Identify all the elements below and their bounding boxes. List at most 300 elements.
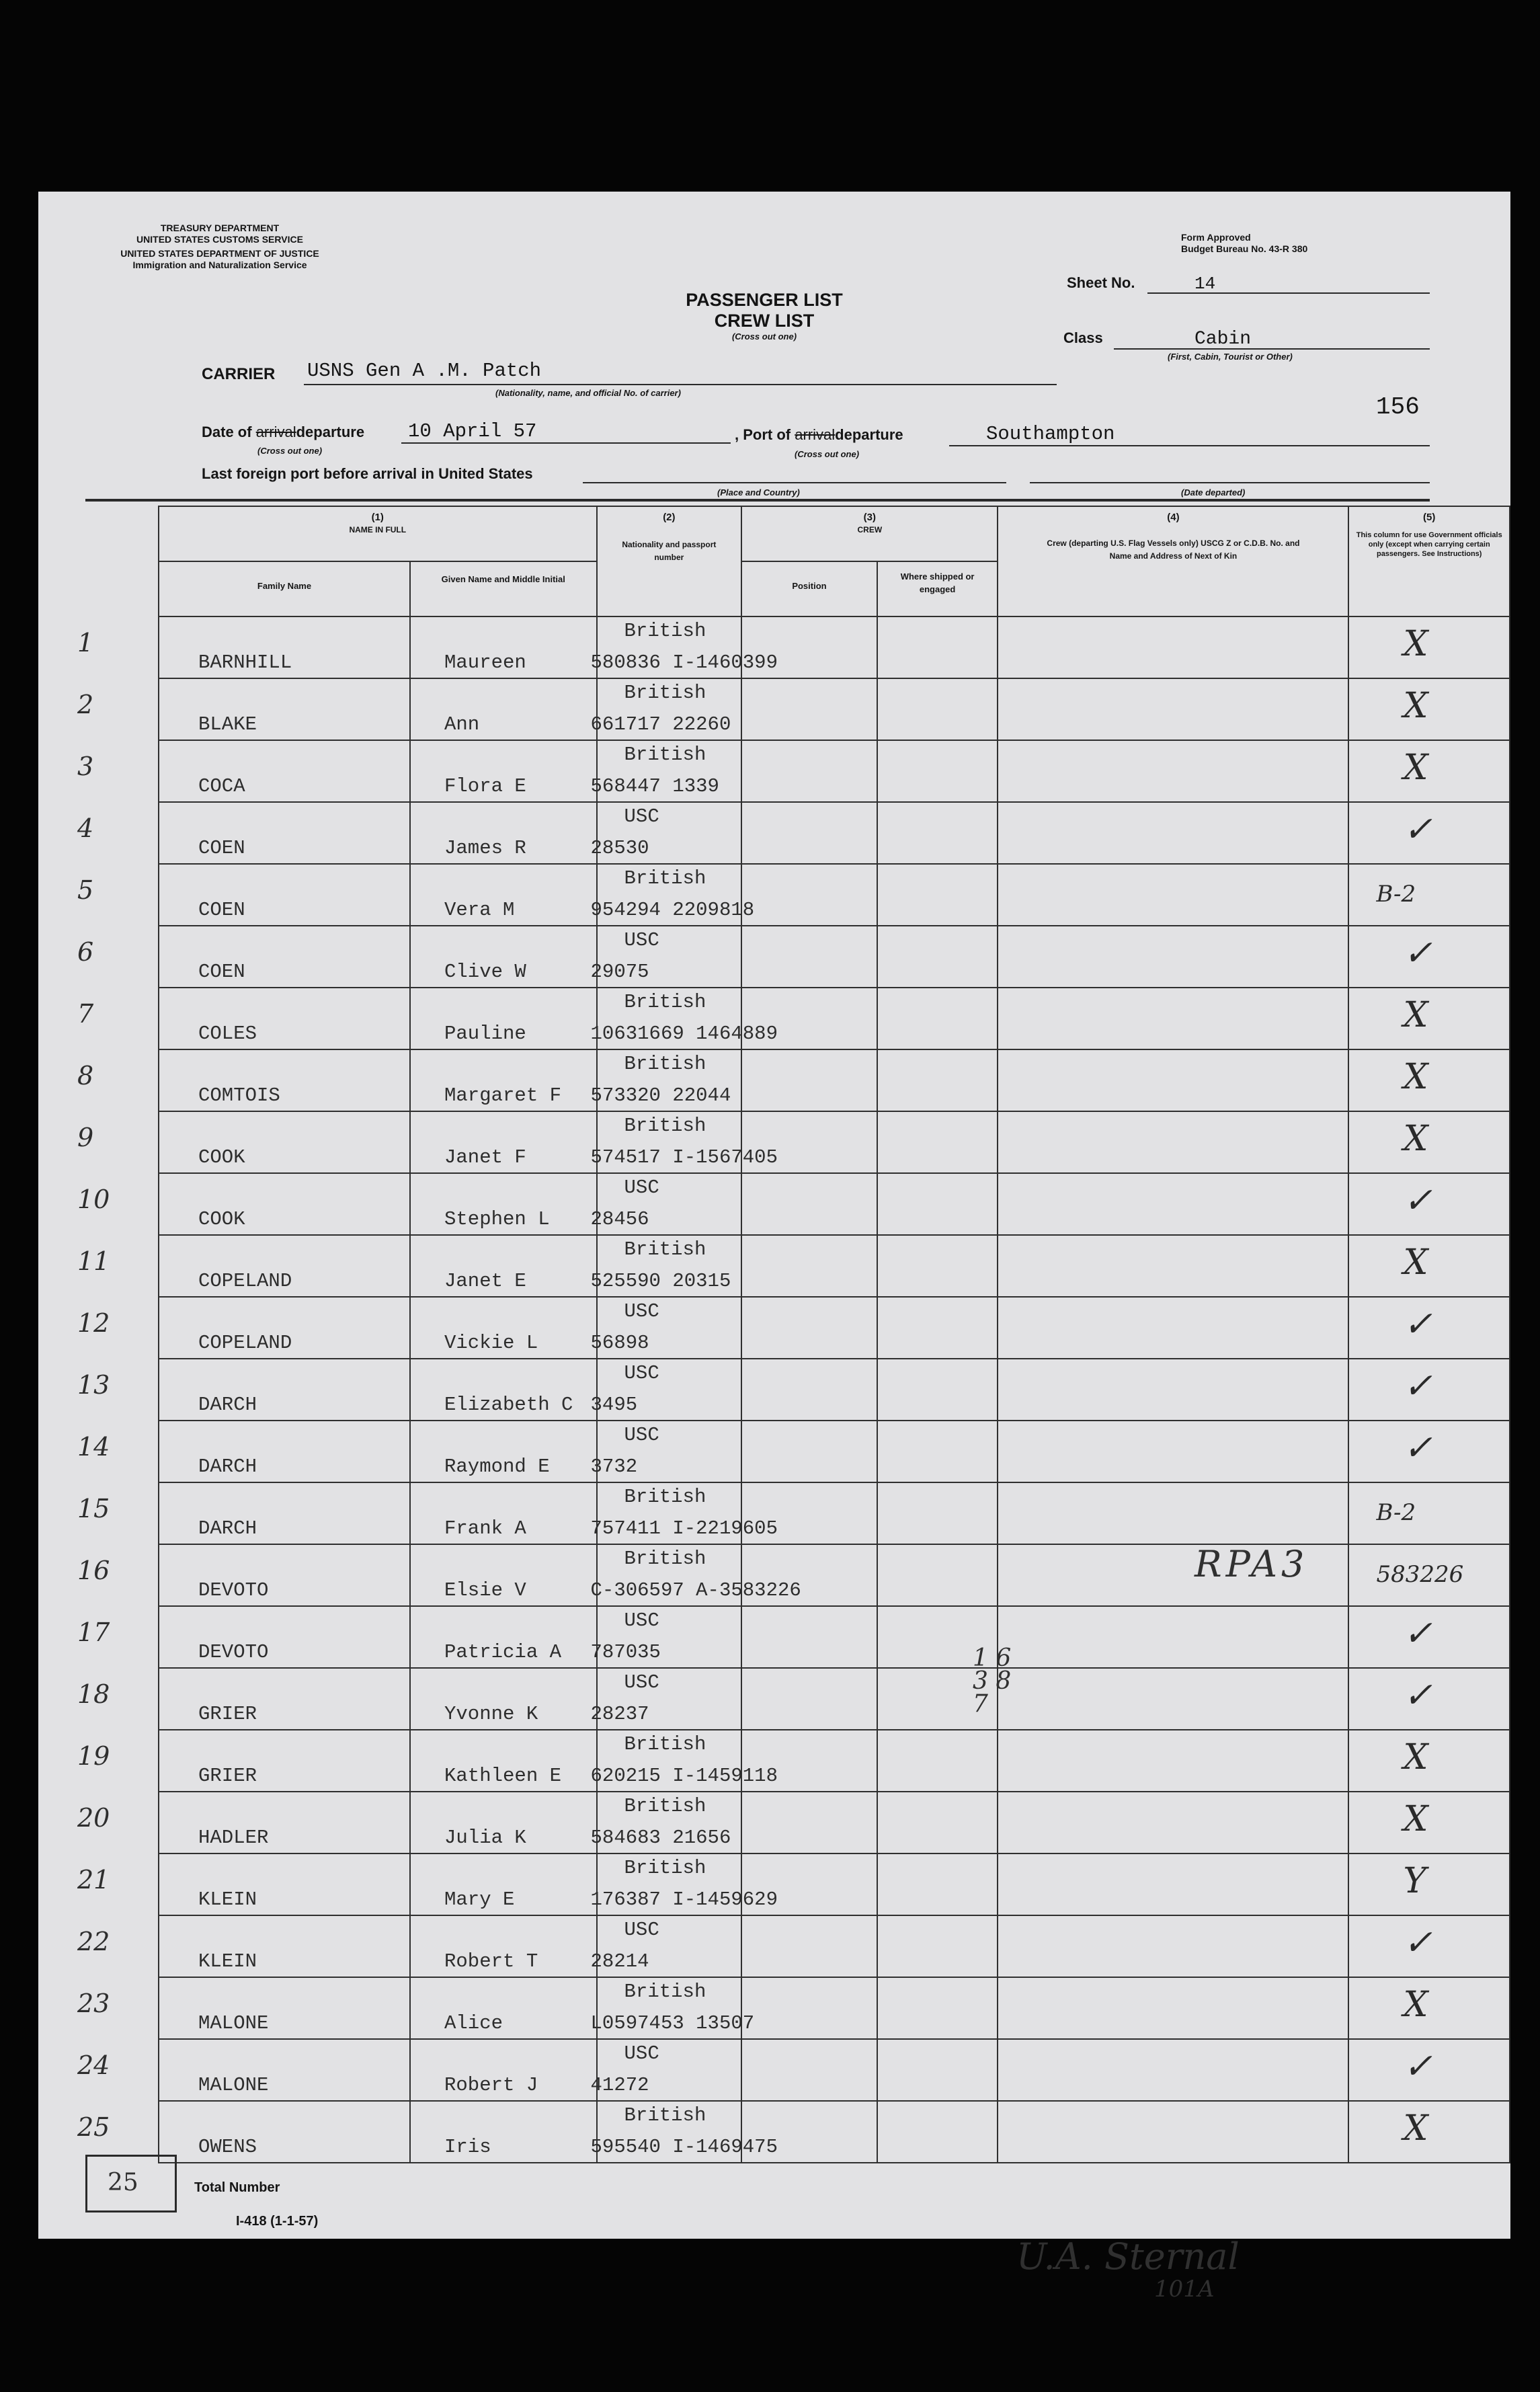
- position-cell: [741, 1792, 877, 1853]
- passenger-table: [77, 506, 1510, 2163]
- table-row: [159, 1049, 1510, 1111]
- passport-number: 580836 I-1460399: [590, 651, 778, 674]
- passport-number: 574517 I-1567405: [590, 1146, 778, 1168]
- family-name: COOK: [198, 1146, 245, 1168]
- official-mark: X: [1403, 1057, 1428, 1097]
- table-row: [159, 2039, 1510, 2101]
- family-name: COCA: [198, 775, 245, 797]
- shipped-cell: [877, 1421, 998, 1482]
- title-note: (Cross out one): [731, 331, 797, 342]
- family-name: COLES: [198, 1023, 257, 1045]
- family-name: GRIER: [198, 1703, 257, 1725]
- official-mark: 583226: [1376, 1561, 1464, 1588]
- official-mark: X: [1403, 1799, 1428, 1839]
- family-cell: [77, 2101, 410, 2163]
- carrier-line: [304, 384, 1057, 385]
- col1-title: NAME IN FULL: [349, 525, 407, 534]
- col4-number: (4): [1167, 512, 1180, 523]
- shipped-cell: [877, 1977, 998, 2039]
- nationality: British: [624, 682, 706, 704]
- shipped-cell: [877, 1173, 998, 1235]
- family-cell: [77, 1049, 410, 1111]
- official-cell: [1348, 802, 1510, 864]
- family-name: HADLER: [198, 1827, 269, 1849]
- given-name: Pauline: [444, 1023, 526, 1045]
- family-name: DEVOTO: [198, 1579, 269, 1601]
- given-cell: [410, 1235, 597, 1297]
- row-number: 11: [77, 1246, 110, 1276]
- passport-number: 28237: [590, 1703, 649, 1725]
- family-name: DARCH: [198, 1456, 257, 1478]
- given-cell: [410, 1297, 597, 1359]
- col2-header: [597, 506, 742, 616]
- passport-number: 573320 22044: [590, 1084, 731, 1107]
- given-name: Mary E: [444, 1888, 515, 1911]
- row-number: 10: [77, 1185, 110, 1214]
- official-cell: [1348, 2101, 1510, 2163]
- table-row: [159, 616, 1510, 678]
- given-name: Janet F: [444, 1146, 526, 1168]
- given-cell: [410, 678, 597, 740]
- port-line: [949, 445, 1430, 446]
- shipped-cell: [877, 1049, 998, 1111]
- table-row: [159, 1730, 1510, 1792]
- given-cell: [410, 616, 597, 678]
- given-cell: [410, 1792, 597, 1853]
- official-cell: [1348, 1235, 1510, 1297]
- family-header-label: Family Name: [257, 581, 312, 591]
- row-number: 8: [77, 1061, 94, 1090]
- official-mark: ✓: [1403, 1428, 1433, 1468]
- agency-line-1: TREASURY DEPARTMENT: [160, 223, 280, 233]
- agency-header: [119, 223, 321, 271]
- row-number: 2: [77, 690, 94, 719]
- crew-cell: [998, 616, 1348, 678]
- position-cell: [741, 1482, 877, 1544]
- official-cell: [1348, 988, 1510, 1049]
- total-label: Total Number: [194, 2180, 280, 2195]
- last-port-date-line: [1030, 482, 1430, 483]
- agency-line-4: Immigration and Naturalization Service: [132, 260, 307, 270]
- table-row: [159, 1173, 1510, 1235]
- family-name: BLAKE: [198, 713, 257, 735]
- form-approved-line-1: Form Approved: [1181, 232, 1251, 243]
- row-number: 7: [77, 999, 94, 1029]
- official-cell: [1348, 2039, 1510, 2101]
- position-cell: [741, 1359, 877, 1421]
- nationality: British: [624, 744, 706, 766]
- row-number: 13: [77, 1370, 110, 1400]
- given-cell: [410, 802, 597, 864]
- passport-number: 525590 20315: [590, 1270, 731, 1292]
- given-cell: [410, 926, 597, 988]
- given-cell: [410, 1668, 597, 1730]
- nationality-cell: [590, 1111, 778, 1173]
- header-row-1: [159, 506, 1510, 561]
- table-row: [159, 1297, 1510, 1359]
- family-header: [159, 561, 410, 616]
- row-number: 21: [77, 1865, 110, 1895]
- passport-number: 28456: [590, 1208, 649, 1230]
- given-cell: [410, 864, 597, 926]
- shipped-cell: [877, 1297, 998, 1359]
- table-row: [159, 1482, 1510, 1544]
- row-number: 17: [77, 1618, 110, 1647]
- family-cell: [77, 616, 410, 678]
- nationality-cell: [590, 678, 742, 740]
- passport-number: 176387 I-1459629: [590, 1888, 778, 1911]
- family-cell: [77, 1792, 410, 1853]
- signature: U.A. Sternal: [1016, 2235, 1240, 2278]
- given-name: Julia K: [444, 1827, 526, 1849]
- table-row: [159, 1668, 1510, 1730]
- given-name: Elizabeth C: [444, 1394, 573, 1416]
- given-cell: [410, 1049, 597, 1111]
- row-number: 20: [77, 1803, 110, 1833]
- given-name: Alice: [444, 2012, 503, 2034]
- family-cell: [77, 1235, 410, 1297]
- nationality-cell: [590, 1235, 742, 1297]
- position-cell: [741, 1853, 877, 1915]
- nationality: British: [624, 867, 706, 889]
- nationality: USC: [624, 1919, 659, 1941]
- family-cell: [77, 1544, 410, 1606]
- crew-cell: [998, 1482, 1348, 1544]
- given-cell: [410, 2039, 597, 2101]
- nationality: USC: [624, 1609, 659, 1632]
- passport-number: L0597453 13507: [590, 2012, 755, 2034]
- shipped-cell: [877, 616, 998, 678]
- shipped-cell: [877, 802, 998, 864]
- official-mark: X: [1403, 1119, 1428, 1159]
- official-mark: Y: [1403, 1861, 1426, 1901]
- given-name: Janet E: [444, 1270, 526, 1292]
- shipped-cell: [877, 1482, 998, 1544]
- row-number: 19: [77, 1741, 110, 1771]
- given-name: Iris: [444, 2136, 491, 2158]
- official-mark: B-2: [1376, 881, 1416, 908]
- date-label-a: Date of: [202, 424, 252, 440]
- nationality: USC: [624, 1424, 659, 1446]
- nationality-cell: [590, 616, 778, 678]
- official-mark: X: [1403, 1737, 1428, 1778]
- official-mark: X: [1403, 1985, 1428, 2025]
- last-port-label: Last foreign port before arrival in United States: [202, 465, 533, 482]
- position-cell: [741, 2101, 877, 2163]
- family-name: MALONE: [198, 2074, 269, 2096]
- shipped-cell: [877, 1853, 998, 1915]
- official-mark: B-2: [1376, 1499, 1416, 1526]
- given-name: Maureen: [444, 651, 526, 674]
- agency-line-2: UNITED STATES CUSTOMS SERVICE: [136, 234, 303, 245]
- family-name: COOK: [198, 1208, 245, 1230]
- crew-cell: [998, 1111, 1348, 1173]
- shipped-header: [877, 561, 998, 616]
- family-cell: [77, 2039, 410, 2101]
- given-name: Raymond E: [444, 1456, 550, 1478]
- col3-header: [741, 506, 998, 561]
- shipped-cell: [877, 1544, 998, 1606]
- nationality-cell: [590, 926, 742, 988]
- nationality: USC: [624, 1362, 659, 1384]
- given-cell: [410, 2101, 597, 2163]
- family-cell: [77, 1606, 410, 1668]
- family-cell: [77, 1111, 410, 1173]
- position-cell: [741, 1668, 877, 1730]
- passport-number: 29075: [590, 961, 649, 983]
- nationality: British: [624, 1981, 706, 2003]
- nationality-cell: [590, 1421, 742, 1482]
- crew-cell: [998, 740, 1348, 802]
- table-row: [159, 1606, 1510, 1668]
- passport-number: C-306597 A-3583226: [590, 1579, 801, 1601]
- position-header-label: Position: [792, 581, 827, 591]
- family-name: BARNHILL: [198, 651, 292, 674]
- shipped-cell: [877, 926, 998, 988]
- position-cell: [741, 740, 877, 802]
- official-cell: [1348, 1668, 1510, 1730]
- position-cell: [741, 678, 877, 740]
- position-cell: [741, 1173, 877, 1235]
- given-name: Elsie V: [444, 1579, 526, 1601]
- table-row: [159, 1853, 1510, 1915]
- given-name: Kathleen E: [444, 1765, 562, 1787]
- official-cell: [1348, 1111, 1510, 1173]
- total-box: [85, 2155, 177, 2212]
- given-cell: [410, 1111, 597, 1173]
- sheet-label: Sheet No.: [1067, 274, 1135, 291]
- given-header-label: Given Name and Middle Initial: [441, 574, 565, 584]
- nationality: USC: [624, 929, 659, 951]
- form-id: I-418 (1-1-57): [236, 2214, 319, 2229]
- family-name: COEN: [198, 961, 245, 983]
- family-cell: [77, 1853, 410, 1915]
- row-number: 5: [77, 875, 94, 905]
- nationality: USC: [624, 1671, 659, 1693]
- official-cell: [1348, 1915, 1510, 1977]
- passport-number: 568447 1339: [590, 775, 719, 797]
- crew-cell: [998, 1668, 1348, 1730]
- crew-cell: [998, 926, 1348, 988]
- nationality: USC: [624, 2042, 659, 2065]
- given-name: Ann: [444, 713, 480, 735]
- nationality: British: [624, 1238, 706, 1261]
- class-value: Cabin: [1194, 329, 1252, 350]
- crew-cell: [998, 1421, 1348, 1482]
- official-cell: [1348, 1730, 1510, 1792]
- sheet-value: 14: [1194, 274, 1216, 294]
- nationality-cell: [590, 1730, 778, 1792]
- nationality-cell: [590, 1482, 778, 1544]
- date-line: [401, 442, 731, 444]
- row-number: 22: [77, 1927, 110, 1956]
- crew-cell: [998, 678, 1348, 740]
- nationality-cell: [590, 1544, 801, 1606]
- col1-number: (1): [371, 512, 384, 523]
- nationality: USC: [624, 805, 659, 828]
- family-name: DEVOTO: [198, 1641, 269, 1663]
- family-cell: [77, 1297, 410, 1359]
- signature-sub: 101A: [1154, 2276, 1215, 2303]
- port-label-b: departure: [835, 426, 903, 443]
- official-mark: ✓: [1403, 1675, 1433, 1716]
- row-number: 1: [77, 628, 94, 657]
- table-row: [159, 1235, 1510, 1297]
- nationality: USC: [624, 1177, 659, 1199]
- nationality: British: [624, 1733, 706, 1755]
- family-cell: [77, 1421, 410, 1482]
- family-cell: [77, 1668, 410, 1730]
- row-number: 14: [77, 1432, 110, 1462]
- family-cell: [77, 1482, 410, 1544]
- crew-cell: [998, 1853, 1348, 1915]
- table-row: [159, 802, 1510, 864]
- table-row: [159, 740, 1510, 802]
- given-cell: [410, 1730, 597, 1792]
- given-name: Vera M: [444, 899, 515, 921]
- carrier-note: (Nationality, name, and official No. of carrier): [495, 388, 681, 398]
- official-cell: [1348, 678, 1510, 740]
- sheet-line: [1147, 292, 1430, 294]
- given-cell: [410, 1359, 597, 1421]
- shipped-cell: [877, 1730, 998, 1792]
- official-cell: [1348, 1792, 1510, 1853]
- position-cell: [741, 802, 877, 864]
- given-cell: [410, 1173, 597, 1235]
- family-cell: [77, 926, 410, 988]
- nationality-cell: [590, 2039, 742, 2101]
- official-mark: X: [1403, 2108, 1428, 2149]
- position-cell: [741, 1977, 877, 2039]
- given-name: Vickie L: [444, 1332, 538, 1354]
- passport-number: 595540 I-1469475: [590, 2136, 778, 2158]
- form-approved-line-2: Budget Bureau No. 43-R 380: [1181, 243, 1308, 254]
- family-name: COPELAND: [198, 1270, 292, 1292]
- nationality-cell: [590, 1606, 742, 1668]
- family-cell: [77, 802, 410, 864]
- position-cell: [741, 926, 877, 988]
- official-cell: [1348, 1606, 1510, 1668]
- official-cell: [1348, 1421, 1510, 1482]
- given-cell: [410, 1421, 597, 1482]
- crew-cell: [998, 864, 1348, 926]
- shipped-cell: [877, 988, 998, 1049]
- col2-title: Nationality and passport number: [622, 540, 717, 562]
- nationality-cell: [590, 1049, 742, 1111]
- position-cell: [741, 616, 877, 678]
- passport-number: 954294 2209818: [590, 899, 755, 921]
- position-cell: [741, 2039, 877, 2101]
- annotation-rpa: RPA3: [1194, 1543, 1309, 1585]
- table-row: [159, 678, 1510, 740]
- row-number: 15: [77, 1494, 110, 1523]
- row-number: 3: [77, 752, 94, 781]
- family-name: COMTOIS: [198, 1084, 280, 1107]
- official-mark: ✓: [1403, 1366, 1433, 1406]
- official-mark: ✓: [1403, 2046, 1433, 2087]
- passport-number: 28530: [590, 837, 649, 859]
- title-passenger-list: PASSENGER LIST: [686, 290, 843, 310]
- position-header: [741, 561, 877, 616]
- given-cell: [410, 1482, 597, 1544]
- given-name: Yvonne K: [444, 1703, 538, 1725]
- port-field-label: , Port of arrivaldeparture: [735, 426, 903, 443]
- position-cell: [741, 864, 877, 926]
- crew-cell: [998, 1915, 1348, 1977]
- col3-title: CREW: [857, 525, 883, 534]
- given-name: Frank A: [444, 1517, 526, 1540]
- shipped-cell: [877, 1111, 998, 1173]
- crew-cell: [998, 1977, 1348, 2039]
- passport-number: 661717 22260: [590, 713, 731, 735]
- row-number: 24: [77, 2050, 110, 2080]
- total-value: 25: [108, 2169, 138, 2196]
- official-cell: [1348, 1297, 1510, 1359]
- nationality-cell: [590, 2101, 778, 2163]
- crew-cell: [998, 1606, 1348, 1668]
- shipped-cell: [877, 864, 998, 926]
- official-mark: ✓: [1403, 1304, 1433, 1345]
- family-cell: [77, 1173, 410, 1235]
- nationality-cell: [590, 1668, 742, 1730]
- nationality-cell: [590, 988, 778, 1049]
- passport-number: 10631669 1464889: [590, 1023, 778, 1045]
- family-name: MALONE: [198, 2012, 269, 2034]
- agency-line-3: UNITED STATES DEPARTMENT OF JUSTICE: [120, 248, 319, 259]
- family-name: KLEIN: [198, 1950, 257, 1972]
- given-name: Margaret F: [444, 1084, 562, 1107]
- given-cell: [410, 1853, 597, 1915]
- given-cell: [410, 740, 597, 802]
- col4-title: Crew (departing U.S. Flag Vessels only) USCG Z or C.D.B. No. and Name and Address of Next of Kin: [1047, 539, 1300, 561]
- nationality: British: [624, 991, 706, 1013]
- official-mark: X: [1403, 995, 1428, 1035]
- nationality-cell: [590, 1915, 742, 1977]
- family-cell: [77, 864, 410, 926]
- official-mark: ✓: [1403, 1181, 1433, 1221]
- port-value: Southampton: [986, 423, 1115, 445]
- nationality-cell: [590, 802, 742, 864]
- crew-cell: [998, 1049, 1348, 1111]
- crew-cell: [998, 1297, 1348, 1359]
- given-cell: [410, 988, 597, 1049]
- table-row: [159, 2101, 1510, 2163]
- nationality-cell: [590, 1297, 742, 1359]
- table-row: [159, 1359, 1510, 1421]
- family-name: COEN: [198, 899, 245, 921]
- nationality-cell: [590, 1853, 778, 1915]
- family-cell: [77, 740, 410, 802]
- last-port-note-b: (Date departed): [1181, 487, 1246, 497]
- official-cell: [1348, 864, 1510, 926]
- position-cell: [741, 1606, 877, 1668]
- nationality: British: [624, 1053, 706, 1075]
- official-mark: ✓: [1403, 1613, 1433, 1654]
- port-crossed: arrival: [795, 426, 836, 443]
- family-name: COPELAND: [198, 1332, 292, 1354]
- crew-cell: [998, 2039, 1348, 2101]
- official-mark: ✓: [1403, 933, 1433, 973]
- position-cell: [741, 1297, 877, 1359]
- crew-cell: [998, 1235, 1348, 1297]
- shipped-cell: [877, 2039, 998, 2101]
- nationality: USC: [624, 1300, 659, 1322]
- position-cell: [741, 1111, 877, 1173]
- passport-number: 757411 I-2219605: [590, 1517, 778, 1540]
- shipped-cell: [877, 1235, 998, 1297]
- family-cell: [77, 1730, 410, 1792]
- row-number: 12: [77, 1308, 110, 1338]
